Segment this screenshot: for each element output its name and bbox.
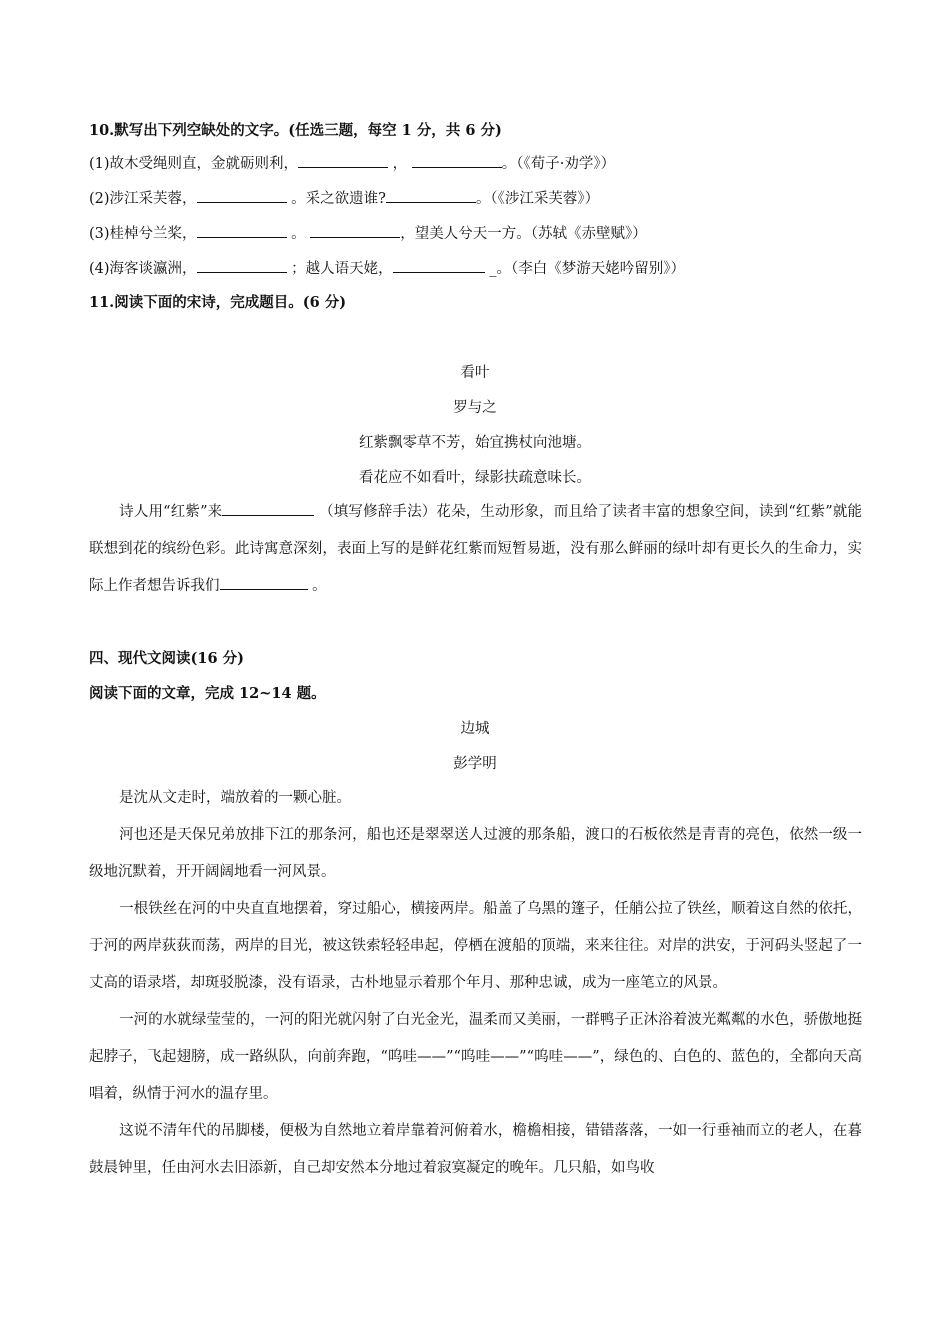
q10-item-1 [89,153,615,174]
q10-item-2 [89,188,599,209]
answer-blank[interactable] [222,501,314,516]
article-paragraph: 这说不清年代的吊脚楼，便极为自然地立着岸靠着河俯着水，檐檐相接，错错落落，一如一行垂袖而立的老人，在暮鼓晨钟里，任由河水去旧添新，自己却安然本分地过着寂寞凝定的晚年。几只船，如鸟收 [89,1123,862,1176]
answer-blank[interactable] [310,223,400,238]
q11-para-middle: （填写修辞手法）花朵，生动形象，而且给了读者丰富的想象空间，读到“红紫”就能联想到花的缤纷色彩。此诗寓意深刻，表面上写的是鲜花红紫而短暂易逝，没有那么鲜丽的绿叶却有更长久的生命力，实际上作者想告诉我们 [89,504,862,594]
answer-blank[interactable] [197,258,287,273]
article-paragraph: 河也还是天保兄弟放排下江的那条河，船也还是翠翠送人过渡的那条船，渡口的石板依然是青青的亮色，依然一级一级地沉默着，开开阔阔地看一河风景。 [89,827,862,880]
q11-para-end: 。 [307,578,327,594]
q10-item-2-prefix: (2)涉江采芙蓉， [89,191,197,207]
section-4-instruction: 阅读下面的文章，完成 12~14 题。 [89,685,326,702]
section-4-title: 四、现代文阅读(16 分) [89,650,244,667]
q10-item-4-mid: ；越人语天姥， [291,261,393,277]
q10-item-3-suffix: ，望美人兮天一方。（苏轼《赤壁赋》） [400,226,647,242]
q10-item-1-suffix: 。（《荀子·劝学》） [501,156,616,172]
q10-item-2-suffix: 。（《涉江采芙蓉》） [475,191,600,207]
q10-item-4 [89,258,685,279]
q10-title: 10.默写出下列空缺处的文字。(任选三题，每空 1 分，共 6 分) [89,122,502,139]
article-author: 彭学明 [453,756,497,772]
q10-item-4-prefix: (4)海客谈瀛洲， [89,261,197,277]
article-body [89,780,862,1187]
answer-blank[interactable] [386,188,476,203]
answer-blank[interactable] [412,153,502,168]
poem-author: 罗与之 [453,400,497,416]
q10-item-3 [89,223,647,244]
answer-blank[interactable] [298,153,388,168]
poem-line-2: 看花应不如看叶，绿影扶疏意味长。 [359,470,591,486]
answer-blank[interactable] [393,258,485,273]
article-paragraph: 是沈从文走时，端放着的一颗心脏。 [119,790,351,806]
q10-item-3-mid: 。 [291,226,306,242]
poem-line-1: 红紫飘零草不芳，始宜携杖向池塘。 [359,435,591,451]
article-title: 边城 [460,721,490,737]
q11-para-start: 诗人用“红紫”来 [119,504,223,520]
answer-blank[interactable] [220,575,308,590]
answer-blank[interactable] [197,188,287,203]
article-paragraph: 一河的水就绿莹莹的，一河的阳光就闪射了白光金光，温柔而又美丽，一群鸭子正沐浴着波光粼粼的水色，骄傲地挺起脖子，飞起翅膀，成一路纵队，向前奔跑，“呜哇——”“呜哇——”“呜哇——”，绿色的、白色的、蓝色的，全都向天高唱着，纵情于河水的温存里。 [89,1012,862,1102]
article-paragraph: 一根铁丝在河的中央直直地摆着，穿过船心，横接两岸。船盖了乌黑的篷子，任艄公拉了铁丝，顺着这自然的依托，于河的两岸荻荻而荡，两岸的目光，被这铁索轻轻串起，停栖在渡船的顶端，来来往往。对岸的洪安，于河码头竖起了一丈高的语录塔，却斑驳脱漆，没有语录，古朴地显示着那个年月、那种忠诚，成为一座笔立的风景。 [89,901,862,991]
q10-item-2-mid: 。采之欲遗谁? [291,191,386,207]
q11-title: 11.阅读下面的宋诗，完成题目。(6 分) [89,294,347,311]
q10-item-1-mid: ， [392,156,408,172]
poem-title: 看叶 [460,365,490,381]
answer-blank[interactable] [197,223,287,238]
q11-answer-paragraph [89,494,862,605]
q10-item-3-prefix: (3)桂棹兮兰桨， [89,226,197,242]
q10-item-1-prefix: (1)故木受绳则直，金就砺则利， [89,156,299,172]
q10-item-4-suffix: _。（李白《梦游天姥吟留别》） [489,261,686,277]
